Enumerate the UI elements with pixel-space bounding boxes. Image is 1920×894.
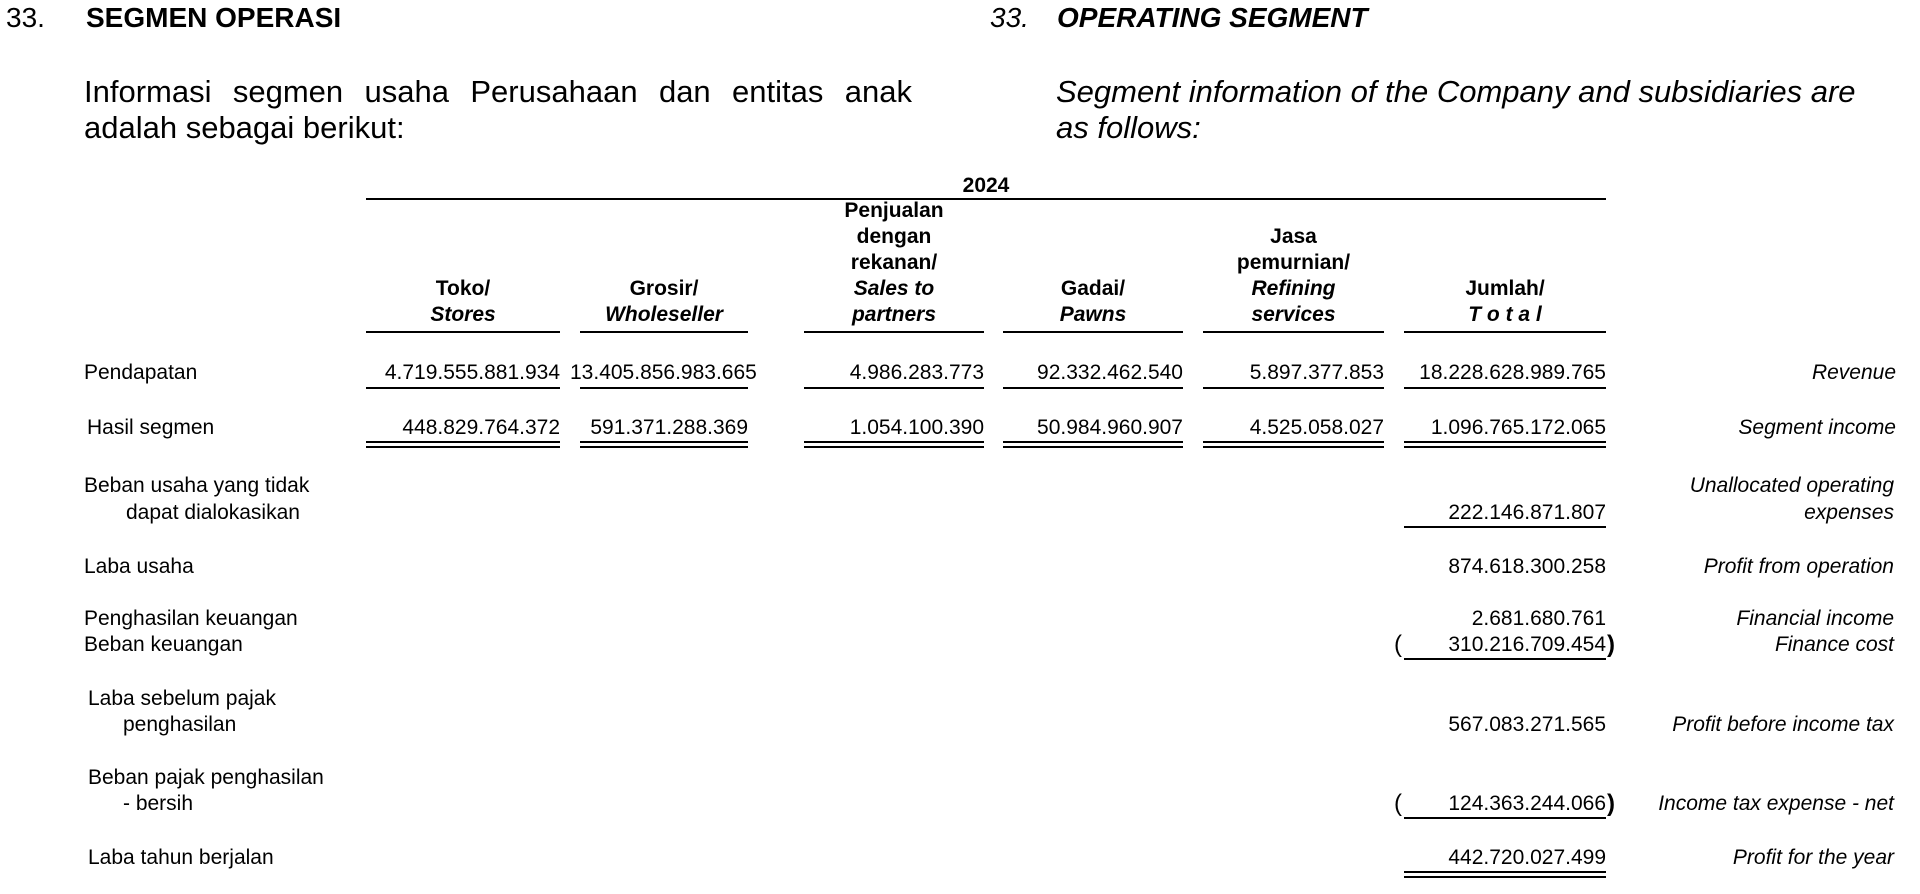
double-underline (1404, 871, 1606, 878)
segment-wholeseller: 591.371.288.369 (590, 416, 748, 439)
row-label-id-cont: penghasilan (123, 713, 237, 736)
col-rule (804, 331, 984, 333)
row-label-id: Laba sebelum pajak (88, 687, 276, 710)
revenue-pawns: 92.332.462.540 (1037, 361, 1183, 384)
operating-profit-total: 874.618.300.258 (1448, 555, 1606, 578)
col-rule (1404, 331, 1606, 333)
underline (1404, 817, 1606, 819)
row-label-id: Hasil segmen (87, 416, 215, 439)
row-label-en: Profit for the year (1732, 846, 1894, 869)
row-label-id-cont: - bersih (123, 792, 194, 815)
underline (804, 387, 984, 389)
col-header-total: Jumlah/ T o t a l (1465, 277, 1545, 326)
unallocated-total: 222.146.871.807 (1448, 501, 1606, 524)
double-underline (804, 441, 984, 448)
section-title-left: SEGMEN OPERASI (86, 2, 342, 33)
row-label-id: Beban usaha yang tidak (84, 474, 310, 497)
double-underline (1404, 441, 1606, 448)
intro-en-line1: Segment information of the Company and subsidiaries are (1056, 74, 1856, 109)
intro-id-line2: adalah sebagai berikut: (84, 110, 405, 145)
paren-close: ) (1607, 790, 1615, 817)
double-underline (1003, 441, 1183, 448)
col-header-wholeseller: Grosir/ Wholeseller (605, 277, 723, 326)
underline (1404, 526, 1606, 528)
row-label-en: Finance cost (1774, 633, 1894, 656)
underline (1404, 658, 1606, 660)
row-label-id: Pendapatan (84, 361, 198, 384)
revenue-sales-partners: 4.986.283.773 (849, 361, 984, 384)
intro-en-line2: as follows: (1056, 110, 1201, 145)
revenue-stores: 4.719.555.881.934 (384, 361, 560, 384)
segment-sales-partners: 1.054.100.390 (849, 416, 984, 439)
row-label-id: Laba tahun berjalan (88, 846, 274, 869)
paren-open: ( (1394, 631, 1402, 658)
col-header-stores: Toko/ Stores (430, 277, 496, 326)
underline (366, 387, 560, 389)
col-rule (366, 331, 560, 333)
revenue-wholeseller: 13.405.856.983.665 (570, 361, 757, 384)
underline (1203, 387, 1384, 389)
underline (1003, 387, 1183, 389)
profit-before-tax-total: 567.083.271.565 (1448, 713, 1606, 736)
intro-id-line1: Informasi segmen usaha Perusahaan dan entitas anak (84, 74, 912, 109)
col-header-sales-partners: Penjualan dengan rekanan/ Sales to partners (844, 199, 944, 326)
segment-stores: 448.829.764.372 (402, 416, 560, 439)
row-label-en: Financial income (1736, 607, 1894, 630)
section-number-right: 33. (990, 2, 1029, 33)
row-label-en: Profit before income tax (1672, 713, 1894, 736)
finance-cost-total: 310.216.709.454 (1448, 633, 1606, 656)
row-label-id: Beban keuangan (84, 633, 243, 656)
col-header-pawns: Gadai/ Pawns (1059, 277, 1127, 326)
financial-income-total: 2.681.680.761 (1471, 607, 1606, 630)
revenue-refining: 5.897.377.853 (1249, 361, 1384, 384)
row-label-en: Profit from operation (1703, 555, 1894, 578)
col-rule (1203, 331, 1384, 333)
col-header-refining: Jasa pemurnian/ Refining services (1236, 225, 1351, 326)
underline (580, 387, 748, 389)
row-label-id-cont: dapat dialokasikan (126, 501, 300, 524)
underline (1404, 387, 1606, 389)
double-underline (1203, 441, 1384, 448)
row-label-en: Segment income (1738, 416, 1896, 439)
row-label-id: Beban pajak penghasilan (88, 766, 324, 789)
row-label-en: Revenue (1811, 361, 1896, 384)
segment-total: 1.096.765.172.065 (1430, 416, 1606, 439)
paren-close: ) (1607, 631, 1615, 658)
profit-year-total: 442.720.027.499 (1448, 846, 1606, 869)
year-rule (366, 198, 1606, 200)
row-label-id: Laba usaha (84, 555, 194, 578)
paren-open: ( (1394, 790, 1402, 817)
col-rule (580, 331, 748, 333)
col-rule (1003, 331, 1183, 333)
table-year: 2024 (962, 174, 1010, 197)
section-title-right: OPERATING SEGMENT (1057, 2, 1368, 33)
revenue-total: 18.228.628.989.765 (1419, 361, 1606, 384)
row-label-en: Income tax expense - net (1658, 792, 1894, 815)
row-label-id: Penghasilan keuangan (84, 607, 298, 630)
segment-refining: 4.525.058.027 (1249, 416, 1384, 439)
row-label-en-cont: expenses (1804, 501, 1894, 524)
double-underline (366, 441, 560, 448)
segment-pawns: 50.984.960.907 (1037, 416, 1183, 439)
income-tax-total: 124.363.244.066 (1448, 792, 1606, 815)
double-underline (580, 441, 748, 448)
row-label-en: Unallocated operating (1689, 474, 1894, 497)
section-number-left: 33. (6, 2, 45, 33)
